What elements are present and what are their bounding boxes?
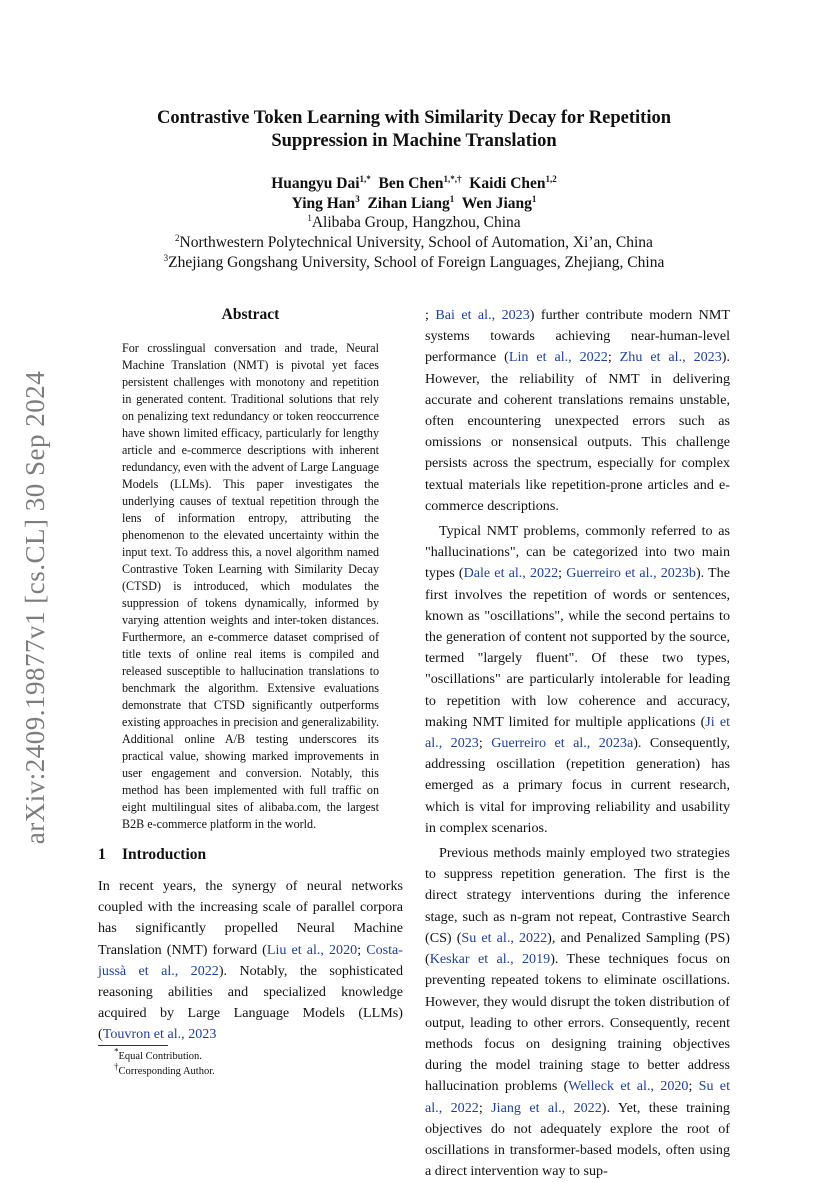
author-affiliation-mark: 1,2 [545,173,557,184]
author-affiliation-mark: 1,*,† [443,173,462,184]
author-affiliation-mark: 1 [531,193,537,204]
left-column [98,306,403,1046]
paper-title [100,107,728,153]
right-column [425,305,730,1182]
affiliation-1 [100,213,728,233]
section-heading-introduction [98,846,403,864]
citation-link[interactable]: Dale et al., 2022 [463,565,559,582]
intro-paragraph-1-continued: ; Bai et al., 2023) further contribute modern NMT systems towards achieving near-human-level performance (Lin et al., 2022; Zhu et al., 2023). However, the reliability of NMT in delivering accurate and coherent translations remains unstable, often encountering unexpected errors such as omissions or nonsensical outputs. This challenge persists across the spectrum, especially for complex textual materials like repetition-prone articles and e-commerce descriptions. [425,307,730,514]
author-affiliation-mark: 3 [355,193,360,204]
author-name: Ben Chen [378,175,444,192]
affiliation-list [100,213,728,273]
citation-link[interactable]: Guerreiro et al., 2023b [566,565,696,582]
arxiv-identifier-text: arXiv:2409.19877v1 [cs.CL] 30 Sep 2024 [20,370,51,844]
footnote-2 [98,1061,403,1079]
footnote-rule [98,1045,168,1046]
citation-link[interactable]: Welleck et al., 2020 [568,1078,689,1095]
affiliation-mark: 2 [175,232,180,243]
section-title: Introduction [122,846,207,863]
citation-link[interactable]: Ji et al., 2023 [425,713,730,752]
author-name: Wen Jiang [461,195,532,212]
footnote-mark: † [114,1061,119,1072]
author-name: Zihan Liang [367,195,450,212]
affiliation-3 [100,253,728,273]
citation-link[interactable]: Su et al., 2022 [425,1078,730,1116]
author-name: Ying Han [291,195,356,212]
citation-link[interactable]: Jiang et al., 2022 [491,1099,602,1116]
section-number: 1 [98,846,106,863]
affiliation-mark: 1 [307,212,312,223]
arxiv-identifier [18,367,54,847]
footnote-1 [98,1046,403,1064]
abstract-body: For crosslingual conversation and trade, Neural Machine Translation (NMT) is pivotal yet faces persistent challenges with monotony and repetition in generated content. Traditional solutions that rely on penalizing text redundancy or token reoccurrence have shown limited efficacy, particularly for lengthy article and e-commerce descriptions with inherent redundancy, even with the advent of Large Language Models (LLMs). This paper investigates the underlying causes of textual repetition through the lens of information entropy, attributing the phenomenon to the elevated uncertainty within the input text. To address this, a novel algorithm named Contrastive Token Learning with Similarity Decay (CTSD) is introduced, which modulates the suppression of tokens dynamically, informed by varying attention weights and inter-token distances. Furthermore, an e-commerce dataset comprised of title texts of online real items is compiled and released susceptible to hallucination translations to benchmark the algorithm. Extensive evaluations demonstrate that CTSD significantly outperforms existing approaches in precision and generalizability. Additional online A/B testing underscores its practical value, showing marked improvements in user engagement and conversion. Notably, this method has been implemented with full traffic on eight multilingual sites of alibaba.com, the largest B2B e-commerce platform in the world. [122,341,379,831]
citation-link[interactable]: Su et al., 2022 [461,929,548,946]
citation-link[interactable]: Keskar et al., 2019 [429,951,551,968]
author-name: Kaidi Chen [469,175,546,192]
intro-paragraph-1: In recent years, the synergy of neural networks coupled with the increasing scale of parallel corpora has significantly propelled Neural Machine Translation (NMT) forward (Liu et al., 2020; Costa-jussà et al., 2022). Notably, the sophisticated reasoning abilities and specialized knowledge acquired by Large Language Models (LLMs) (Touvron et al., 2023 [98,878,403,1043]
citation-link[interactable]: Zhu et al., 2023 [619,349,722,366]
title-line-1: Contrastive Token Learning with Similarity Decay for Repetition [156,108,672,128]
citation-link[interactable]: Touvron et al., 2023 [102,1026,217,1043]
intro-paragraph-2: Typical NMT problems, commonly referred to as "hallucinations", can be categorized into two main types (Dale et al., 2022; Guerreiro et al., 2023b). The first involves the repetition of words or sentences, known as "oscillations", while the second pertains to the generation of content not supported by the source, termed "largely fluent". Of these two types, "oscillations" are particularly intolerable for leading to repetition with low coherence and accuracy, making NMT limited for multiple applications (Ji et al., 2023; Guerreiro et al., 2023a). Consequently, addressing oscillation (repetition generation) has emerged as a primary focus in current research, which is vital for improving reliability and usability in complex scenarios. [425,523,730,836]
citation-link[interactable]: Bai et al., 2023 [435,307,530,323]
author-affiliation-mark: 1 [449,193,455,204]
affiliation-2 [100,233,728,253]
affiliation-text: Zhejiang Gongshang University, School of Foreign Languages, Zhejiang, China [168,254,665,271]
affiliation-text: Alibaba Group, Hangzhou, China [311,214,521,231]
footnote-text: Corresponding Author. [118,1066,215,1077]
footnote-mark: * [114,1046,119,1057]
citation-link[interactable]: Liu et al., 2020 [266,941,358,958]
affiliation-text: Northwestern Polytechnical University, School of Automation, Xi’an, China [179,234,653,251]
footnote-text: Equal Contribution. [118,1051,202,1062]
intro-paragraph-3: Previous methods mainly employed two strategies to suppress repetition generation. The first is the direct strategy interventions during the inference stage, such as n-gram not repeat, Contrastive Search (CS) (Su et al., 2022), and Penalized Sampling (PS) (Keskar et al., 2019). These techniques focus on preventing repeated tokens to eliminate oscillations. However, they would disrupt the token distribution of output, leading to other errors. Consequently, recent methods focus on designing training objectives during the model training stage to better address hallucination problems (Welleck et al., 2020; Su et al., 2022; Jiang et al., 2022). Yet, these training objectives do not adequately explore the root of oscillations in transformer-based models, often using a direct intervention way to sup- [425,845,731,1180]
citation-link[interactable]: Lin et al., 2022 [508,349,608,366]
citation-link[interactable]: Costa-jussà et al., 2022 [98,941,403,979]
author-row-2 [100,194,728,214]
abstract-heading: Abstract [221,306,280,323]
author-name: Huangyu Dai [271,175,360,192]
affiliation-mark: 3 [163,252,169,263]
author-list [100,174,728,214]
author-row-1 [100,174,728,194]
citation-link[interactable]: Guerreiro et al., 2023a [491,735,634,752]
title-line-2: Suppression in Machine Translation [271,131,557,151]
author-affiliation-mark: 1,* [359,173,371,184]
